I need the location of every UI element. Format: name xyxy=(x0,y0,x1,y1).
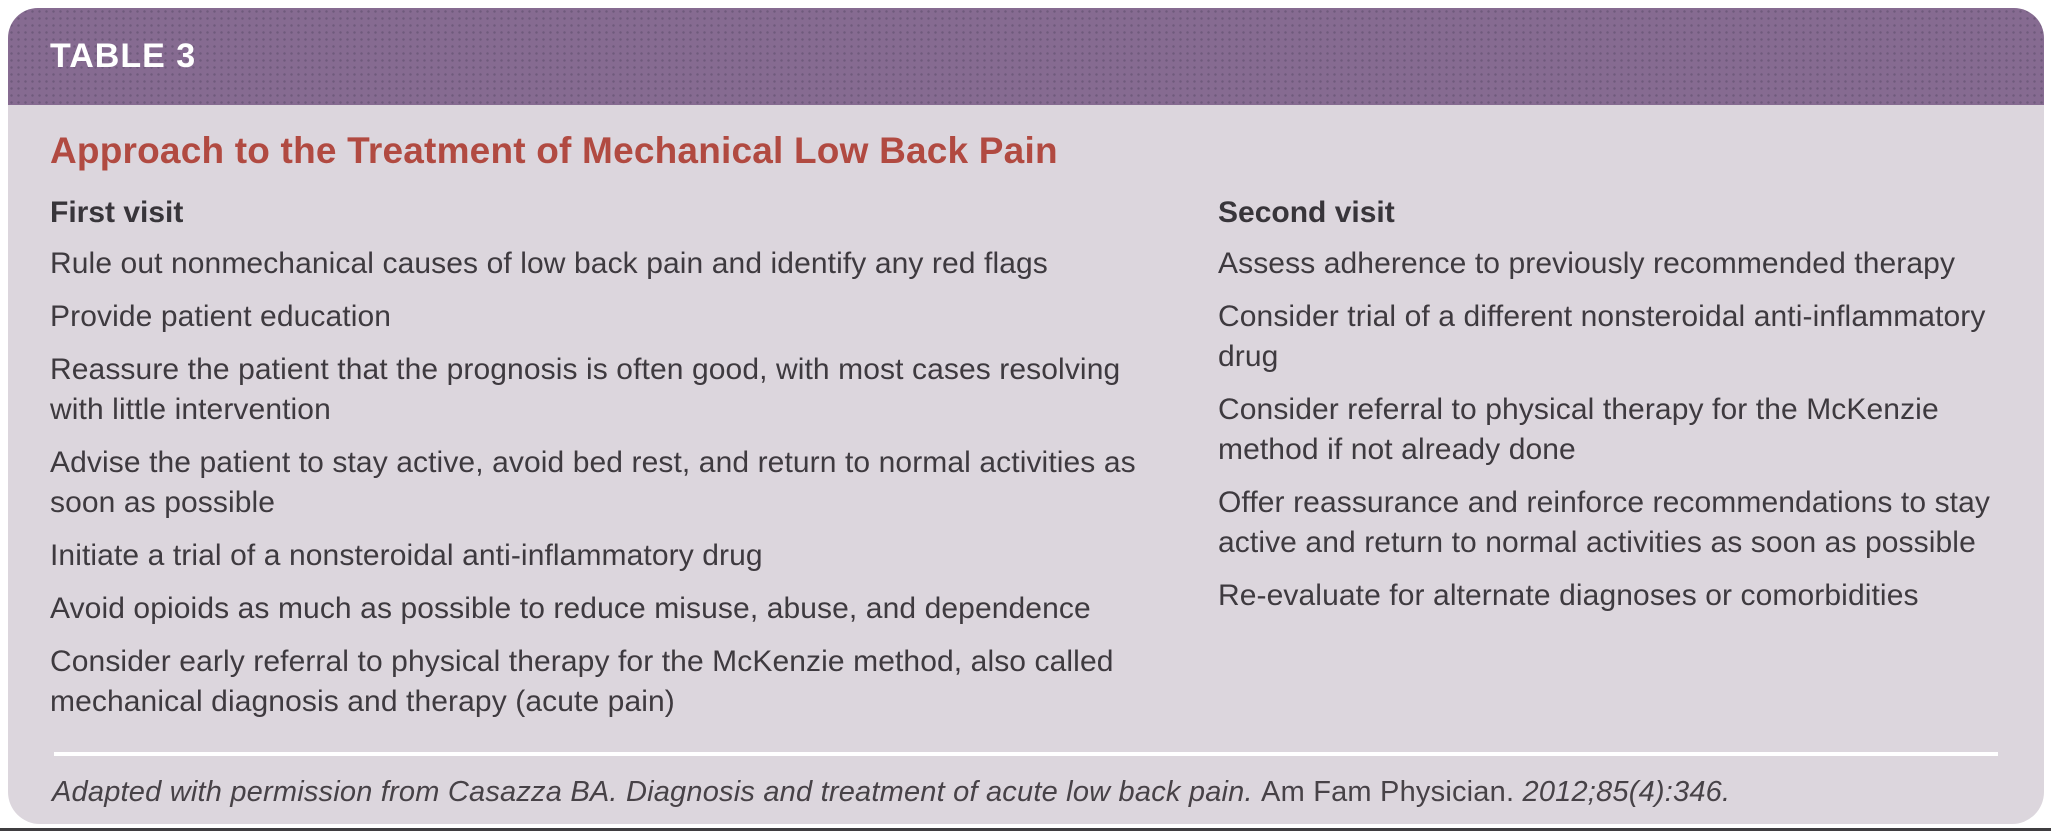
table-header-bar xyxy=(8,8,2044,105)
citation-adapted-text: Adapted with permission from Casazza BA. Diagnosis and treatment of acute low back pain. xyxy=(52,776,1253,808)
column-heading-first-visit: First visit xyxy=(50,196,184,229)
treatment-item: Initiate a trial of a nonsteroidal anti-inflammatory drug xyxy=(50,539,763,572)
treatment-item: Reassure the patient that the prognosis is often good, with most cases resolving with little intervention xyxy=(50,353,1121,426)
treatment-item: Advise the patient to stay active, avoid bed rest, and return to normal activities as soon as possible xyxy=(50,446,1136,519)
table-number-label: TABLE 3 xyxy=(50,37,197,75)
column-first-visit xyxy=(50,196,1172,735)
column-heading-second-visit: Second visit xyxy=(1218,196,1395,229)
footer-divider xyxy=(54,752,1998,756)
table-columns xyxy=(50,196,2000,746)
treatment-item: Provide patient education xyxy=(50,300,392,333)
citation-journal-name: Am Fam Physician. xyxy=(1261,776,1515,808)
treatment-item: Offer reassurance and reinforce recommendations to stay active and return to normal activities as soon as possible xyxy=(1218,486,1990,559)
table-title: Approach to the Treatment of Mechanical Low Back Pain xyxy=(50,130,1058,171)
treatment-item: Consider early referral to physical therapy for the McKenzie method, also called mechanical diagnosis and therapy (acute pain) xyxy=(50,645,1114,718)
treatment-item: Avoid opioids as much as possible to reduce misuse, abuse, and dependence xyxy=(50,592,1091,625)
treatment-item: Rule out nonmechanical causes of low back pain and identify any red flags xyxy=(50,247,1048,280)
source-citation xyxy=(52,776,2000,809)
citation-reference: 2012;85(4):346. xyxy=(1522,776,1731,808)
treatment-item: Re-evaluate for alternate diagnoses or comorbidities xyxy=(1218,579,1919,612)
treatment-item: Consider referral to physical therapy for the McKenzie method if not already done xyxy=(1218,393,1939,466)
table-card xyxy=(8,8,2044,824)
column-second-visit xyxy=(1218,196,2000,629)
treatment-item: Assess adherence to previously recommended therapy xyxy=(1218,247,1956,280)
treatment-item: Consider trial of a different nonsteroidal anti-inflammatory drug xyxy=(1218,300,1986,373)
table-body xyxy=(8,105,2044,824)
